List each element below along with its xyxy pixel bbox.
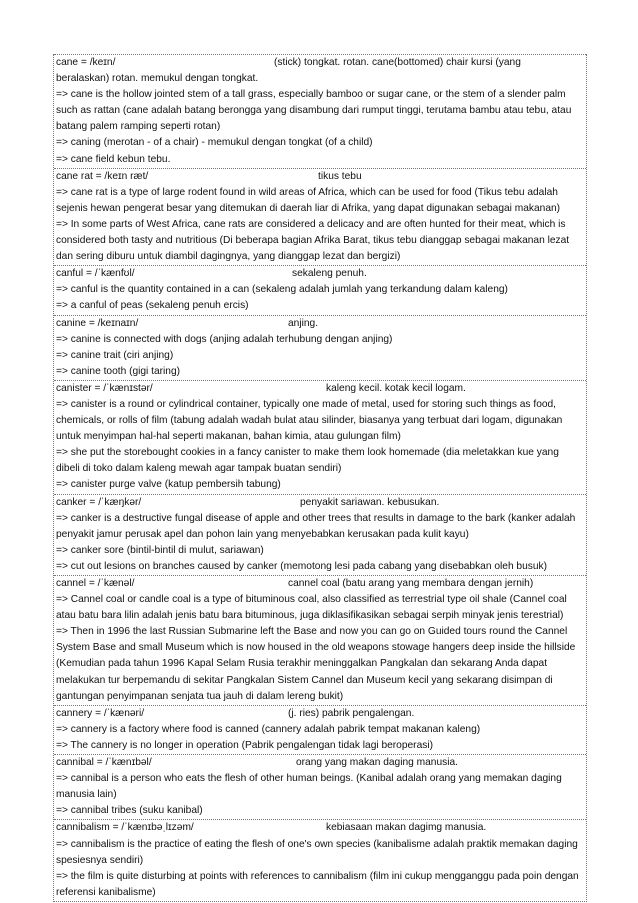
entry-line: => a canful of peas (sekaleng penuh ercis) [56, 300, 249, 312]
dictionary-entry [54, 315, 586, 380]
entry-line: => Cannel coal or candle coal is a type of bituminous coal, also classified as terrestrial type oil shale (Cannel coal atau batu bara lilin adalah jenis batu bara bituminous, juga diklasifikasikan sebagai serpih minyak jenis terestrial) [56, 594, 567, 622]
entry-line: => cannibalism is the practice of eating the flesh of one's own species (kanibalisme adalah praktik memakan daging spesiesnya sendiri) [56, 838, 578, 866]
entry-line: => canine trait (ciri anjing) [56, 349, 174, 361]
entry-line: => she put the storebought cookies in a fancy canister to make them look homemade (dia meletakkan kue yang dibeli di toko dalam kaleng mewah agar tampak buatan sendiri) [56, 447, 559, 475]
dictionary-page [53, 54, 587, 902]
entry-headline [56, 169, 584, 185]
headword: canful = /ˈkænfʊl/ [56, 268, 135, 280]
entry-headline [56, 820, 584, 836]
gloss: orang yang makan daging manusia. [296, 757, 458, 769]
entry-line: beralaskan) rotan. memukul dengan tongkat. [56, 73, 259, 85]
headword: cane = /keɪn/ [56, 57, 116, 68]
entry-headline [56, 266, 584, 282]
entry-headline [56, 755, 584, 771]
headword: canister = /ˈkænɪstər/ [56, 382, 153, 394]
entry-headline [56, 576, 584, 592]
headword: cannibalism = /ˈkænɪbəˌlɪzəm/ [56, 822, 194, 834]
entry-line: => canker sore (bintil-bintil di mulut, sariawan) [56, 544, 264, 556]
entry-line: => cane rat is a type of large rodent found in wild areas of Africa, which can be used for food (Tikus tebu adalah sejenis hewan pengerat besar yang ditemukan di daerah liar di Afrika, yang dapat digunakan sebagai makanan) [56, 186, 561, 214]
gloss: (j. ries) pabrik pengalengan. [288, 707, 415, 719]
headword: canker = /ˈkæŋkər/ [56, 496, 142, 508]
entry-headline [56, 495, 584, 511]
entry-line: => canine tooth (gigi taring) [56, 365, 181, 377]
gloss: anjing. [288, 317, 319, 329]
entry-line: => canful is the quantity contained in a can (sekaleng adalah jumlah yang terkandung dalam kaleng) [56, 284, 508, 296]
entry-line: => canister is a round or cylindrical container, typically one made of metal, used for storing such things as food, chemicals, or rolls of film (tabung adalah wadah bulat atau silinder, biasanya yang terbuat dari logam, digunakan untuk menyimpan hal-hal seperti makanan, bahan kimia, atau gulungan film) [56, 398, 563, 443]
entry-headline [56, 706, 584, 722]
gloss: cannel coal (batu arang yang membara dengan jernih) [288, 578, 534, 589]
dictionary-entry [54, 754, 586, 819]
entry-line: => cannibal tribes (suku kanibal) [56, 805, 203, 817]
dictionary-entry [54, 494, 586, 575]
dictionary-entry [54, 265, 586, 314]
entry-headline [56, 55, 584, 71]
entry-line: => caning (merotan - of a chair) - memukul dengan tongkat (of a child) [56, 137, 373, 149]
entry-line: => cane is the hollow jointed stem of a tall grass, especially bamboo or sugar cane, or the stem of a slender palm such as rattan (cane adalah batang berongga yang disambung dari rumput tinggi, terutama bambu atau tebu, atau batang palem ramping seperti rotan) [56, 89, 572, 133]
entry-line: => canister purge valve (katup pembersih tabung) [56, 479, 281, 491]
gloss: kaleng kecil. kotak kecil logam. [326, 382, 466, 394]
dictionary-entry [54, 380, 586, 494]
entry-line: => cannery is a factory where food is canned (cannery adalah pabrik tempat makanan kaleng) [56, 723, 481, 735]
gloss: (stick) tongkat. rotan. cane(bottomed) chair kursi (yang [274, 57, 521, 68]
entry-headline [56, 381, 584, 397]
entry-line: => canker is a destructive fungal disease of apple and other trees that results in damage to the bark (kanker adalah penyakit jamur perusak apel dan pohon lain yang menyebabkan kerusakan pada kulit kayu) [56, 512, 576, 540]
entry-line: => Then in 1996 the last Russian Submarine left the Base and now you can go on Guided tours round the Cannel System Base and small Museum which is now housed in the old weapons stowage hangers deep inside the hillside (Kemudian pada tahun 1996 Kapal Selam Rusia terakhir meninggalkan Pangkalan dan sekarang Anda dapat melakukan tur berpemandu di sekitar Pangkalan Sistem Cannel dan Museum kecil yang sekarang disimpan di gantungan penyimpanan senjata tua jauh di dalam lereng bukit) [56, 626, 576, 702]
entry-line: => The cannery is no longer in operation (Pabrik pengalengan tidak lagi beroperasi) [56, 739, 433, 751]
dictionary-entry [54, 575, 586, 705]
entry-headline [56, 316, 584, 332]
headword: cannibal = /ˈkænɪbəl/ [56, 757, 152, 769]
entry-line: => cut out lesions on branches caused by canker (memotong lesi pada cabang yang disebabkan oleh busuk) [56, 560, 548, 572]
headword: canine = /keɪnaɪn/ [56, 317, 139, 329]
entry-line: => cane field kebun tebu. [56, 153, 171, 165]
entry-line: => canine is connected with dogs (anjing adalah terhubung dengan anjing) [56, 333, 393, 345]
entry-line: => the film is quite disturbing at points with references to cannibalism (film ini cukup mengganggu pada poin dengan referensi kanibalisme) [56, 870, 579, 898]
dictionary-entry [54, 819, 586, 900]
headword: cannel = /ˈkænəl/ [56, 578, 135, 589]
gloss: tikus tebu [318, 170, 362, 182]
gloss: kebiasaan makan dagimg manusia. [326, 822, 487, 834]
gloss: sekaleng penuh. [292, 268, 367, 280]
headword: cane rat = /keɪn ræt/ [56, 170, 149, 182]
dictionary-entry [54, 705, 586, 754]
entry-line: => In some parts of West Africa, cane rats are considered a delicacy and are often hunted for their meat, which is considered both tasty and nutritious (Di beberapa bagian Afrika Barat, tikus tebu dianggap sebagai makanan lezat dan sering diburu untuk diambil dagingnya, yang dianggap lezat dan bergizi) [56, 218, 570, 263]
dictionary-entry [54, 168, 586, 266]
gloss: penyakit sariawan. kebusukan. [300, 496, 440, 508]
headword: cannery = /ˈkænəri/ [56, 707, 145, 719]
dictionary-entry [54, 54, 586, 168]
entry-line: => cannibal is a person who eats the flesh of other human beings. (Kanibal adalah orang yang memakan daging manusia lain) [56, 773, 562, 801]
